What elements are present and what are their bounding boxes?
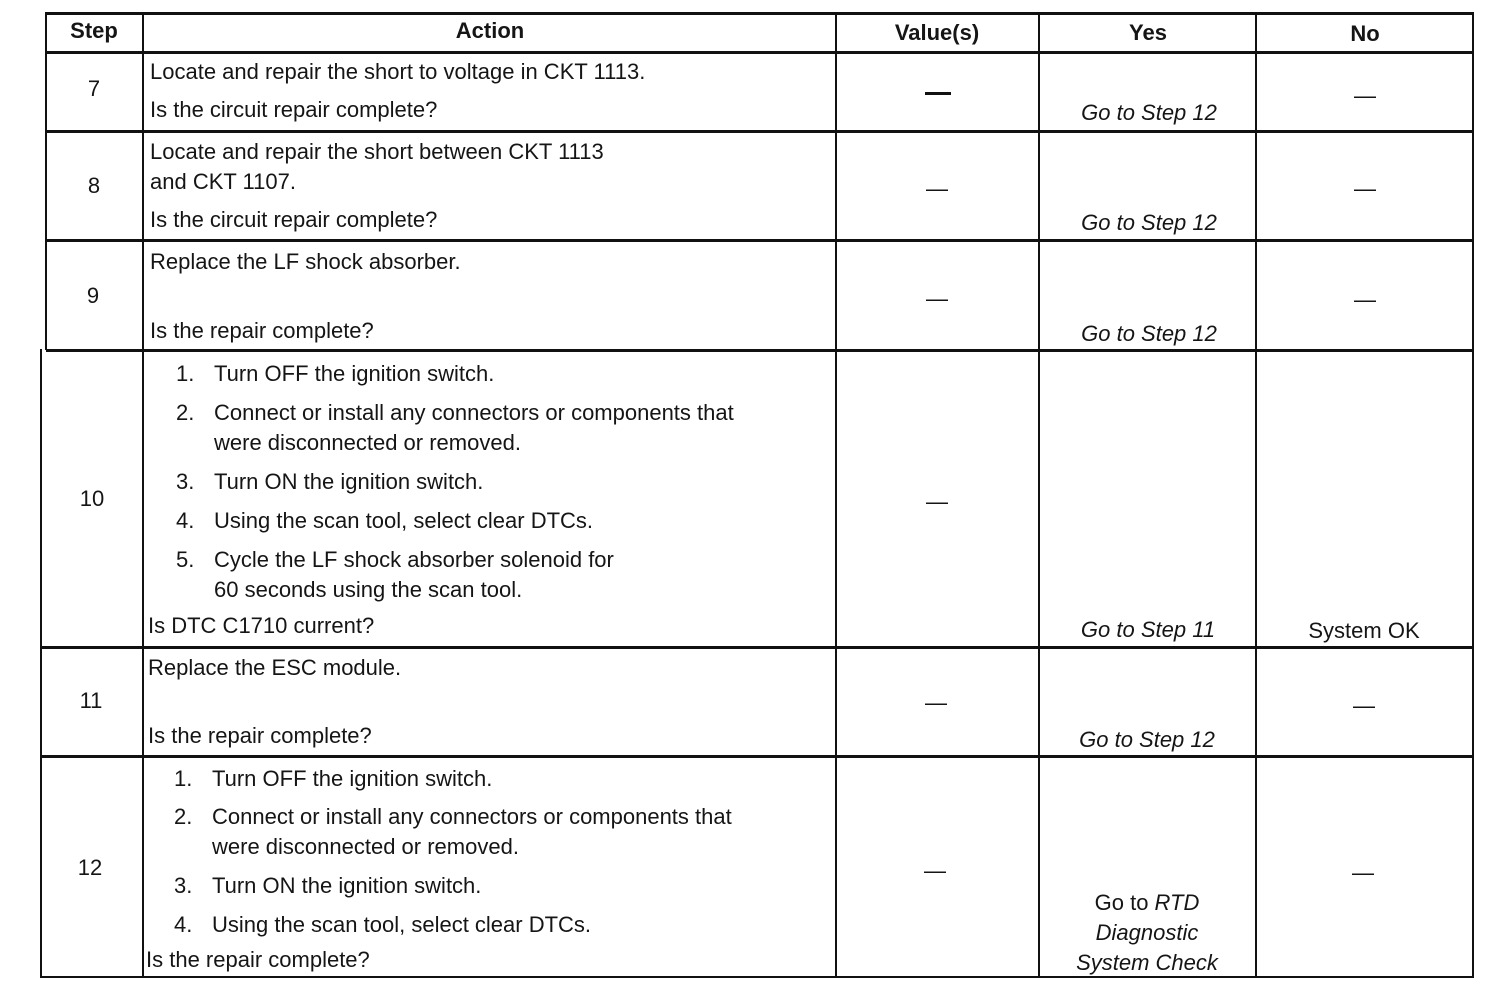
list-item-text: Turn ON the ignition switch. — [212, 873, 482, 898]
action-question: Is DTC C1710 current? — [148, 613, 375, 638]
column-divider-left — [45, 12, 47, 350]
yes-result-italic: RTD — [1154, 890, 1200, 915]
row-divider — [46, 130, 1474, 133]
value-dash — [925, 92, 951, 95]
action-question: Is the repair complete? — [146, 947, 370, 972]
value-dash: — — [926, 489, 948, 514]
list-item-number: 1. — [174, 766, 193, 791]
action-question: Is the circuit repair complete? — [150, 97, 438, 122]
yes-result-line: Diagnostic — [1095, 920, 1199, 945]
list-item-text: Connect or install any connectors or components that — [212, 804, 732, 829]
list-item-text: Connect or install any connectors or components that — [214, 400, 734, 425]
action-question: Is the repair complete? — [148, 723, 372, 748]
no-result: — — [1352, 860, 1374, 885]
action-text: Locate and repair the short to voltage in CKT 1113. — [150, 59, 646, 84]
yes-result: Go to Step 12 — [1081, 321, 1217, 346]
list-item-number: 1. — [176, 361, 195, 386]
list-item-text: Turn OFF the ignition switch. — [212, 766, 493, 791]
list-item-text: Cycle the LF shock absorber solenoid for — [214, 547, 614, 572]
yes-result-prefix: Go to — [1094, 890, 1149, 915]
header-step: Step — [70, 18, 118, 43]
step-number: 10 — [79, 486, 105, 511]
column-divider-left — [40, 349, 42, 978]
row-divider — [46, 239, 1474, 242]
yes-result — [1095, 890, 1200, 916]
column-divider-values — [1038, 12, 1040, 978]
list-item-number: 3. — [174, 873, 193, 898]
list-item-text: Turn OFF the ignition switch. — [214, 361, 495, 386]
value-dash: — — [925, 690, 947, 715]
no-result: — — [1354, 83, 1376, 108]
yes-result: Go to Step 11 — [1080, 617, 1216, 642]
action-question: Is the circuit repair complete? — [150, 207, 438, 232]
yes-result-line: System Check — [1076, 950, 1218, 975]
no-result: System OK — [1308, 618, 1420, 643]
header-action: Action — [455, 18, 525, 43]
row-divider — [46, 349, 1474, 352]
action-question: Is the repair complete? — [150, 318, 374, 343]
row-divider — [42, 646, 1474, 649]
list-item-text: Turn ON the ignition switch. — [214, 469, 484, 494]
list-item-text: were disconnected or removed. — [212, 834, 519, 859]
yes-result: Go to Step 12 — [1081, 100, 1217, 125]
column-divider-action — [835, 12, 837, 978]
action-text: Replace the LF shock absorber. — [150, 249, 461, 274]
yes-result: Go to Step 12 — [1081, 210, 1217, 235]
table-border-top — [46, 12, 1474, 15]
header-values: Value(s) — [894, 20, 980, 45]
value-dash: — — [926, 286, 948, 311]
column-divider-right — [1472, 12, 1474, 978]
step-number: 12 — [77, 855, 103, 880]
list-item-text: 60 seconds using the scan tool. — [214, 577, 523, 602]
list-item-number: 4. — [176, 508, 195, 533]
list-item-text: Using the scan tool, select clear DTCs. — [212, 912, 592, 937]
list-item-number: 5. — [176, 547, 195, 572]
header-no: No — [1350, 21, 1380, 46]
header-yes: Yes — [1129, 20, 1167, 45]
step-number: 9 — [86, 283, 100, 308]
no-result: — — [1354, 287, 1376, 312]
list-item-number: 2. — [174, 804, 193, 829]
table-border-bottom — [40, 976, 1474, 978]
list-item-number: 4. — [174, 912, 193, 937]
list-item-number: 2. — [176, 400, 195, 425]
value-dash: — — [924, 858, 946, 883]
step-number: 8 — [87, 173, 101, 198]
list-item-text: Using the scan tool, select clear DTCs. — [214, 508, 594, 533]
value-dash: — — [926, 176, 948, 201]
column-divider-step — [142, 12, 144, 978]
action-text: Replace the ESC module. — [148, 655, 402, 680]
list-item-number: 3. — [176, 469, 195, 494]
list-item-text: were disconnected or removed. — [214, 430, 521, 455]
yes-result: Go to Step 12 — [1079, 727, 1215, 752]
action-text: and CKT 1107. — [150, 169, 296, 194]
no-result: — — [1354, 176, 1376, 201]
action-text: Locate and repair the short between CKT 1113 — [150, 139, 604, 164]
no-result: — — [1353, 693, 1375, 718]
row-divider — [42, 755, 1474, 758]
header-divider — [46, 51, 1474, 54]
step-number: 7 — [87, 76, 101, 101]
column-divider-yes — [1255, 12, 1257, 978]
step-number: 11 — [79, 688, 103, 713]
